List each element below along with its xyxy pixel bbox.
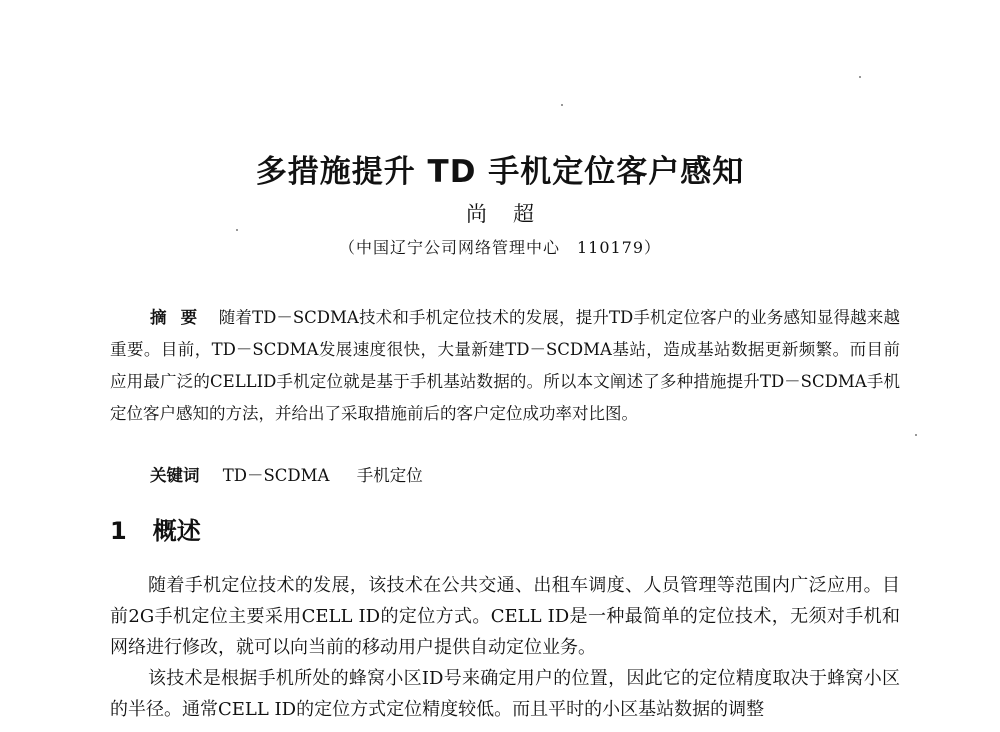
keyword-item: TD－SCDMA — [222, 466, 330, 485]
scan-speck — [915, 434, 917, 436]
scan-speck — [561, 104, 563, 106]
paper-title: 多措施提升 TD 手机定位客户感知 — [255, 154, 745, 190]
section-number: 1 — [110, 517, 127, 545]
abstract-text: 随着TD－SCDMA技术和手机定位技术的发展，提升TD手机定位客户的业务感知显得越来越重要。目前，TD－SCDMA发展速度很快，大量新建TD－SCDMA基站，造成基站数据更新频繁。而目前应用最广泛的CELLID手机定位就是基于手机基站数据的。所以本文阐述了多种措施提升TD－SCDMA手机定位客户感知的方法，并给出了采取措施前后的客户定位成功率对比图。 — [110, 308, 901, 423]
section-heading — [110, 513, 201, 549]
abstract-paragraph — [110, 302, 900, 430]
abstract-label: 摘要 — [150, 308, 212, 327]
body-paragraph: 该技术是根据手机所处的蜂窝小区ID号来确定用户的位置，因此它的定位精度取决于蜂窝小区的半径。通常CELL ID的定位方式定位精度较低。而且平时的小区基站数据的调整 — [110, 668, 900, 720]
section-title: 概述 — [152, 517, 201, 545]
scan-speck — [236, 229, 238, 231]
keywords-label: 关键词 — [150, 466, 200, 485]
body-paragraph: 随着手机定位技术的发展，该技术在公共交通、出租车调度、人员管理等范围内广泛应用。目前2G手机定位主要采用CELL ID的定位方式。CELL ID是一种最简单的定位技术，无须对手机和网络进行修改，就可以向当前的移动用户提供自动定位业务。 — [110, 575, 900, 658]
scan-speck — [859, 76, 861, 78]
author-affiliation: （中国辽宁公司网络管理中心 110179） — [338, 238, 662, 257]
keywords-line — [150, 462, 445, 490]
keyword-item: 手机定位 — [356, 466, 423, 485]
author-name: 尚超 — [466, 202, 560, 226]
